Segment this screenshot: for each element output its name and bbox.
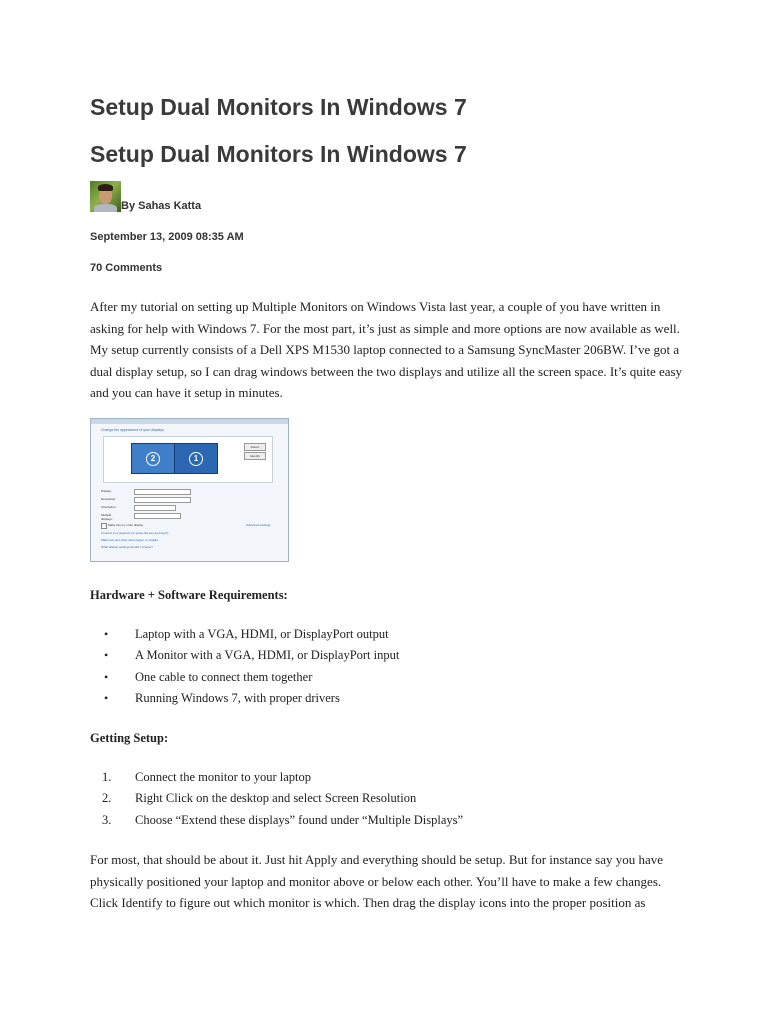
intro-paragraph: After my tutorial on setting up Multiple Monitors on Windows Vista last year, a couple of you have written in asking for help with Windows 7. For the most part, it’s just as simple and more options are now available as well. My setup currently consists of a Dell XPS M1530 laptop connected to a Samsung SyncMaster 206BW. I’ve got a dual display setup, so I can drag windows between the two displays and utilize all the screen space. It’s quite easy and you can have it setup in minutes. [90, 299, 683, 401]
byline [90, 179, 201, 212]
main-display-label: Make this my main display [108, 523, 144, 527]
list-item: 1. Connect the monitor to your laptop [102, 770, 312, 784]
article-title-repeat: Setup Dual Monitors In Windows 7 [90, 141, 467, 167]
bullet-icon: • [104, 648, 109, 663]
monitor-1-icon: 1 [174, 443, 218, 474]
text-size-link: Make text and other items larger or smaller [101, 538, 159, 542]
screen-resolution-screenshot: Change the appearance of your displays 2 1 Detect Identify Display: Resolution: Orientation: Multiple displays: Make this my main display Advanced settings Connect to a projector (or press the key and tap P) Make text and other items larger or smaller What display settings should I choose? [90, 418, 289, 562]
detect-button: Detect [244, 443, 266, 451]
advanced-settings-link: Advanced settings [246, 523, 271, 527]
list-item: • Laptop with a VGA, HDMI, or DisplayPort output [104, 627, 389, 641]
bullet-icon: • [104, 690, 109, 705]
setup-steps-list [90, 770, 463, 834]
bullet-icon: • [104, 627, 109, 641]
list-item: 2. Right Click on the desktop and select Screen Resolution [102, 791, 417, 806]
bullet-icon: • [104, 669, 109, 684]
projector-link: Connect to a projector (or press the key and tap P) [101, 531, 169, 535]
comment-count[interactable]: 70 Comments [90, 262, 163, 274]
monitor-2-icon: 2 [131, 443, 175, 474]
list-item: • Running Windows 7, with proper drivers [104, 690, 340, 705]
list-item: • A Monitor with a VGA, HDMI, or DisplayPort input [104, 648, 400, 663]
publish-date: September 13, 2009 08:35 AM [90, 231, 244, 243]
author-name[interactable]: By Sahas Katta [121, 200, 202, 212]
list-item: 3. Choose “Extend these displays” found under “Multiple Displays” [102, 812, 464, 827]
main-display-checkbox [101, 523, 107, 529]
list-item: • One cable to connect them together [104, 669, 313, 684]
display-arrangement-pane [103, 436, 273, 483]
closing-paragraph: For most, that should be about it. Just hit Apply and everything should be setup. But for instance say you have physically positioned your laptop and monitor above or below each other. You’ll have to make a few changes. Click Identify to figure out which monitor is which. Then drag the display icons into the proper position as [90, 852, 664, 911]
requirements-list [90, 627, 399, 712]
figure-caption: Change the appearance of your displays [101, 428, 164, 432]
identify-button: Identify [244, 452, 266, 460]
display-help-link: What display settings should I choose? [101, 545, 153, 549]
article-title: Setup Dual Monitors In Windows 7 [90, 94, 467, 120]
author-avatar [90, 181, 121, 212]
requirements-heading: Hardware + Software Requirements: [90, 588, 288, 602]
setup-heading: Getting Setup: [90, 731, 169, 745]
